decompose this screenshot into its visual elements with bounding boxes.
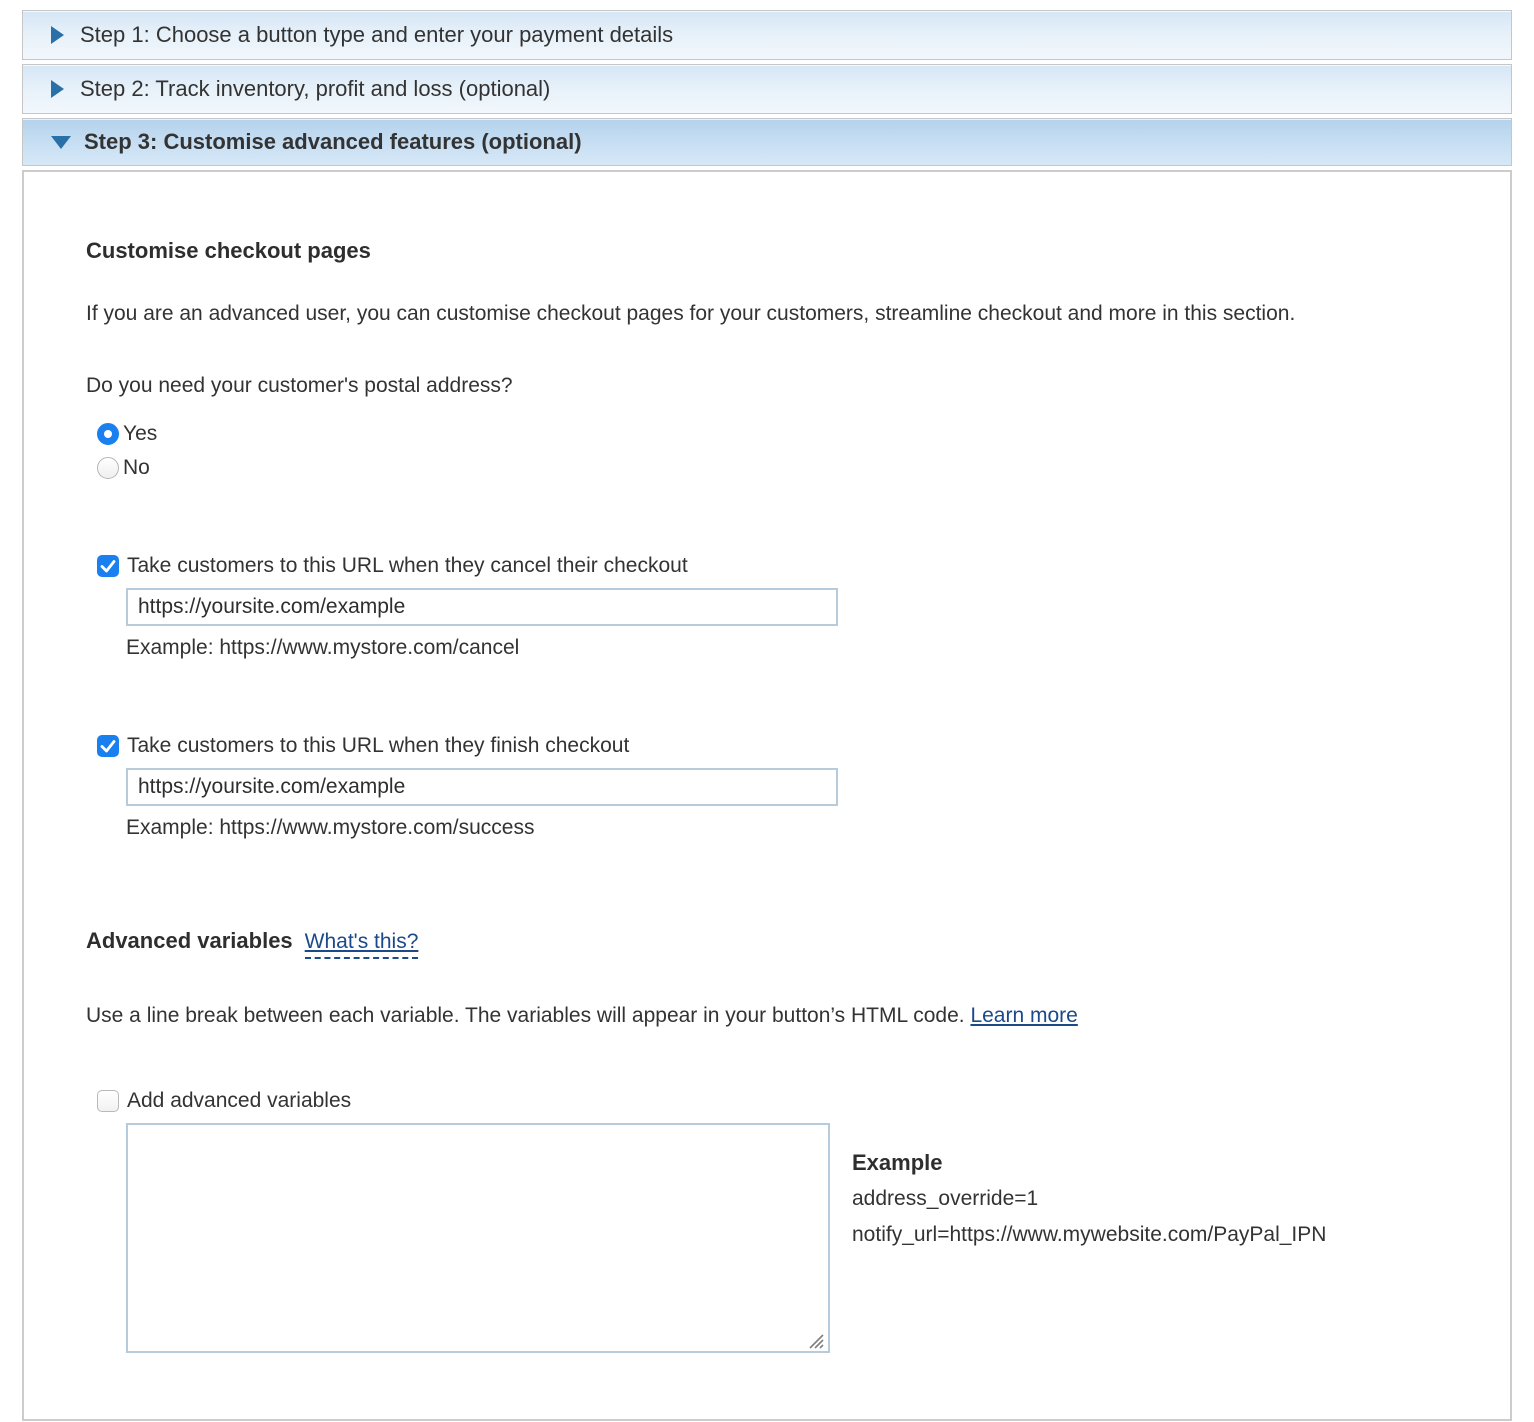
step3-label: Step 3: Customise advanced features (optional) [84,129,582,154]
cancel-url-example-text: Example: https://www.mystore.com/cancel [126,636,520,659]
example-heading: Example [852,1150,943,1175]
cancel-url-section [86,554,1450,660]
cancel-url-checkbox[interactable] [97,555,119,577]
example-line-2: notify_url=https://www.mywebsite.com/PayPal_IPN [852,1223,1327,1246]
add-advanced-variables-label: Add advanced variables [127,1089,352,1112]
advanced-variables-textarea[interactable] [126,1123,830,1353]
radio-no-control[interactable] [97,457,119,479]
step3-header[interactable] [22,118,1512,166]
add-advanced-variables-row [86,1089,1450,1113]
checkout-pages-heading: Customise checkout pages [86,238,371,263]
step2-label: Step 2: Track inventory, profit and loss (optional) [80,76,551,101]
radio-option-no[interactable] [97,456,1450,480]
postal-address-question: Do you need your customer's postal address? [86,374,513,397]
cancel-url-input[interactable] [126,588,838,626]
textarea-wrapper [126,1123,830,1359]
finish-url-checkbox[interactable] [97,735,119,757]
cancel-url-checkbox-row[interactable] [97,554,1450,578]
cancel-url-checkbox-label: Take customers to this URL when they cancel their checkout [127,554,688,577]
radio-yes-control[interactable] [97,423,119,445]
finish-url-section [86,734,1450,840]
checkout-pages-description: If you are an advanced user, you can customise checkout pages for your customers, streamline checkout and more in this section. [86,302,1296,325]
expand-right-arrow-icon [51,26,64,44]
finish-url-input[interactable] [126,768,838,806]
advanced-variables-heading: Advanced variables [86,928,293,953]
advanced-variables-example [852,1123,1326,1359]
finish-url-example-text: Example: https://www.mystore.com/success [126,816,535,839]
advanced-variables-heading-row [86,928,1450,959]
collapse-down-arrow-icon [51,136,71,149]
expand-right-arrow-icon [51,80,64,98]
step1-label: Step 1: Choose a button type and enter your payment details [80,22,674,47]
advanced-variables-instructions [86,999,1450,1033]
radio-option-yes[interactable] [97,422,1450,446]
instructions-text: Use a line break between each variable. The variables will appear in your button’s HTML code. [86,1004,965,1027]
postal-address-radio-group [97,422,1450,480]
checkmark-icon [98,556,118,576]
example-line-1: address_override=1 [852,1187,1039,1210]
finish-url-checkbox-row[interactable] [97,734,1450,758]
add-advanced-variables-checkbox-row[interactable] [97,1089,1450,1113]
radio-no-label: No [123,456,150,479]
step1-header[interactable] [22,10,1512,60]
checkmark-icon [98,736,118,756]
finish-url-checkbox-label: Take customers to this URL when they finish checkout [127,734,630,757]
advanced-variables-area [86,1123,1450,1359]
whats-this-link[interactable]: What's this? [305,930,419,959]
step3-panel [22,170,1512,1421]
radio-yes-label: Yes [123,422,158,445]
step2-header[interactable] [22,64,1512,114]
learn-more-link[interactable]: Learn more [970,1004,1078,1027]
add-advanced-variables-checkbox[interactable] [97,1090,119,1112]
